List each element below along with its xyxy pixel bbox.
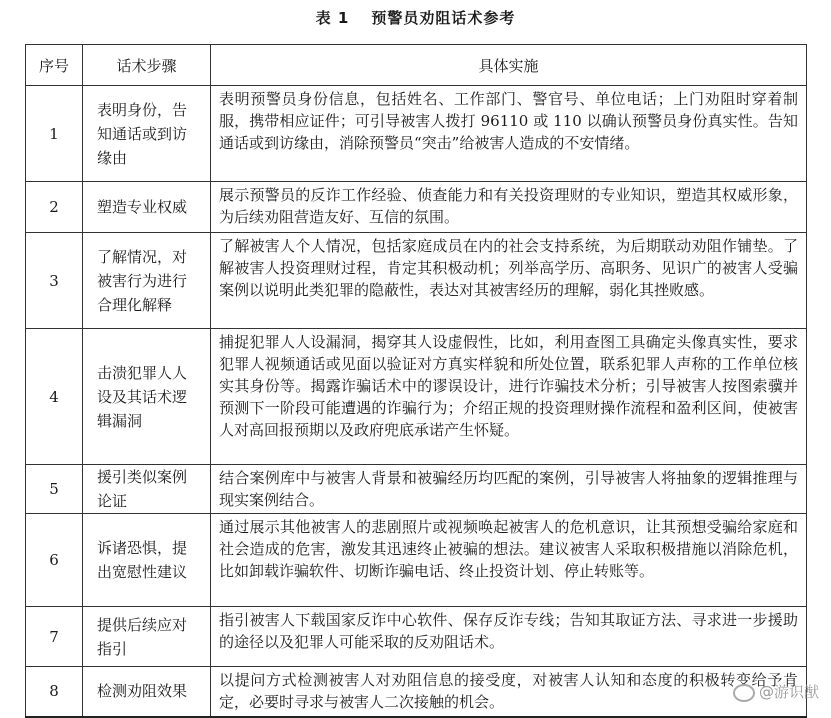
row-detail: 通过展示其他被害人的悲剧照片或视频唤起被害人的危机意识，让其预想受骗给家庭和社会造成的危害，激发其迅速终止被骗的想法。建议被害人采取积极措施以消除危机，比如卸载诈骗软件、切断诈骗电话、终止投资计划、停止转账等。 — [211, 514, 807, 607]
table-row — [26, 329, 807, 465]
table-row — [26, 514, 807, 607]
header-row — [26, 45, 807, 86]
row-detail: 指引被害人下载国家反诈中心软件、保存反诈专线；告知其取证方法、寻求进一步援助的途径以及犯罪人可能采取的反劝阻话术。 — [211, 607, 807, 667]
row-index: 2 — [26, 182, 83, 233]
row-step: 击溃犯罪人人设及其话术逻辑漏洞 — [83, 329, 211, 465]
table-row — [26, 86, 807, 182]
table-number: 表 1 — [315, 9, 350, 27]
row-step: 提供后续应对指引 — [83, 607, 211, 667]
row-index: 8 — [26, 667, 83, 717]
table-row — [26, 607, 807, 667]
row-detail: 以提问方式检测被害人对劝阻信息的接受度，对被害人认知和态度的积极转变给予肯定，必要时寻求与被害人二次接触的机会。 — [211, 667, 807, 717]
row-detail: 表明预警员身份信息，包括姓名、工作部门、警官号、单位电话；上门劝阻时穿着制服，携带相应证件；可引导被害人拨打 96110 或 110 以确认预警员身份真实性。告知通话或到访缘由，消除预警员“突击”给被害人造成的不安情绪。 — [211, 86, 807, 182]
table-row — [26, 667, 807, 717]
row-index: 7 — [26, 607, 83, 667]
watermark — [733, 681, 819, 702]
row-detail: 结合案例库中与被害人背景和被骗经历均匹配的案例，引导被害人将抽象的逻辑推理与现实案例结合。 — [211, 465, 807, 514]
row-detail: 了解被害人个人情况，包括家庭成员在内的社会支持系统，为后期联动劝阻作铺垫。了解被害人投资理财过程，肯定其积极动机；列举高学历、高职务、见识广的被害人受骗案例以说明此类犯罪的隐蔽性，表达对其被害经历的理解，弱化其挫败感。 — [211, 233, 807, 329]
weibo-icon — [733, 684, 755, 702]
row-detail: 展示预警员的反诈工作经验、侦查能力和有关投资理财的专业知识，塑造其权威形象，为后续劝阻营造友好、互信的氛围。 — [211, 182, 807, 233]
header-index: 序号 — [26, 45, 83, 86]
watermark-text: @游识猷 — [758, 683, 819, 701]
row-step: 诉诸恐惧，提出宽慰性建议 — [83, 514, 211, 607]
row-index: 4 — [26, 329, 83, 465]
row-step: 了解情况，对被害行为进行合理化解释 — [83, 233, 211, 329]
row-detail: 捕捉犯罪人人设漏洞，揭穿其人设虚假性，比如，利用查图工具确定头像真实性，要求犯罪人视频通话或见面以验证对方真实样貌和所处位置，联系犯罪人声称的工作单位核实其身份等。揭露诈骗话术中的谬误设计，进行诈骗技术分析；引导被害人按图索骥并预测下一阶段可能遭遇的诈骗行为；介绍正规的投资理财操作流程和盈利区间，使被害人对高回报预期以及政府兜底承诺产生怀疑。 — [211, 329, 807, 465]
header-detail: 具体实施 — [211, 45, 807, 86]
row-step: 检测劝阻效果 — [83, 667, 211, 717]
table-row — [26, 233, 807, 329]
table-row — [26, 182, 807, 233]
reference-table — [25, 44, 807, 718]
row-step: 表明身份，告知通话或到访缘由 — [83, 86, 211, 182]
row-step: 援引类似案例论证 — [83, 465, 211, 514]
row-index: 5 — [26, 465, 83, 514]
table-caption — [0, 7, 831, 28]
row-index: 6 — [26, 514, 83, 607]
table-row — [26, 465, 807, 514]
table-title: 预警员劝阻话术参考 — [371, 9, 516, 27]
row-index: 1 — [26, 86, 83, 182]
row-step: 塑造专业权威 — [83, 182, 211, 233]
row-index: 3 — [26, 233, 83, 329]
header-step: 话术步骤 — [83, 45, 211, 86]
